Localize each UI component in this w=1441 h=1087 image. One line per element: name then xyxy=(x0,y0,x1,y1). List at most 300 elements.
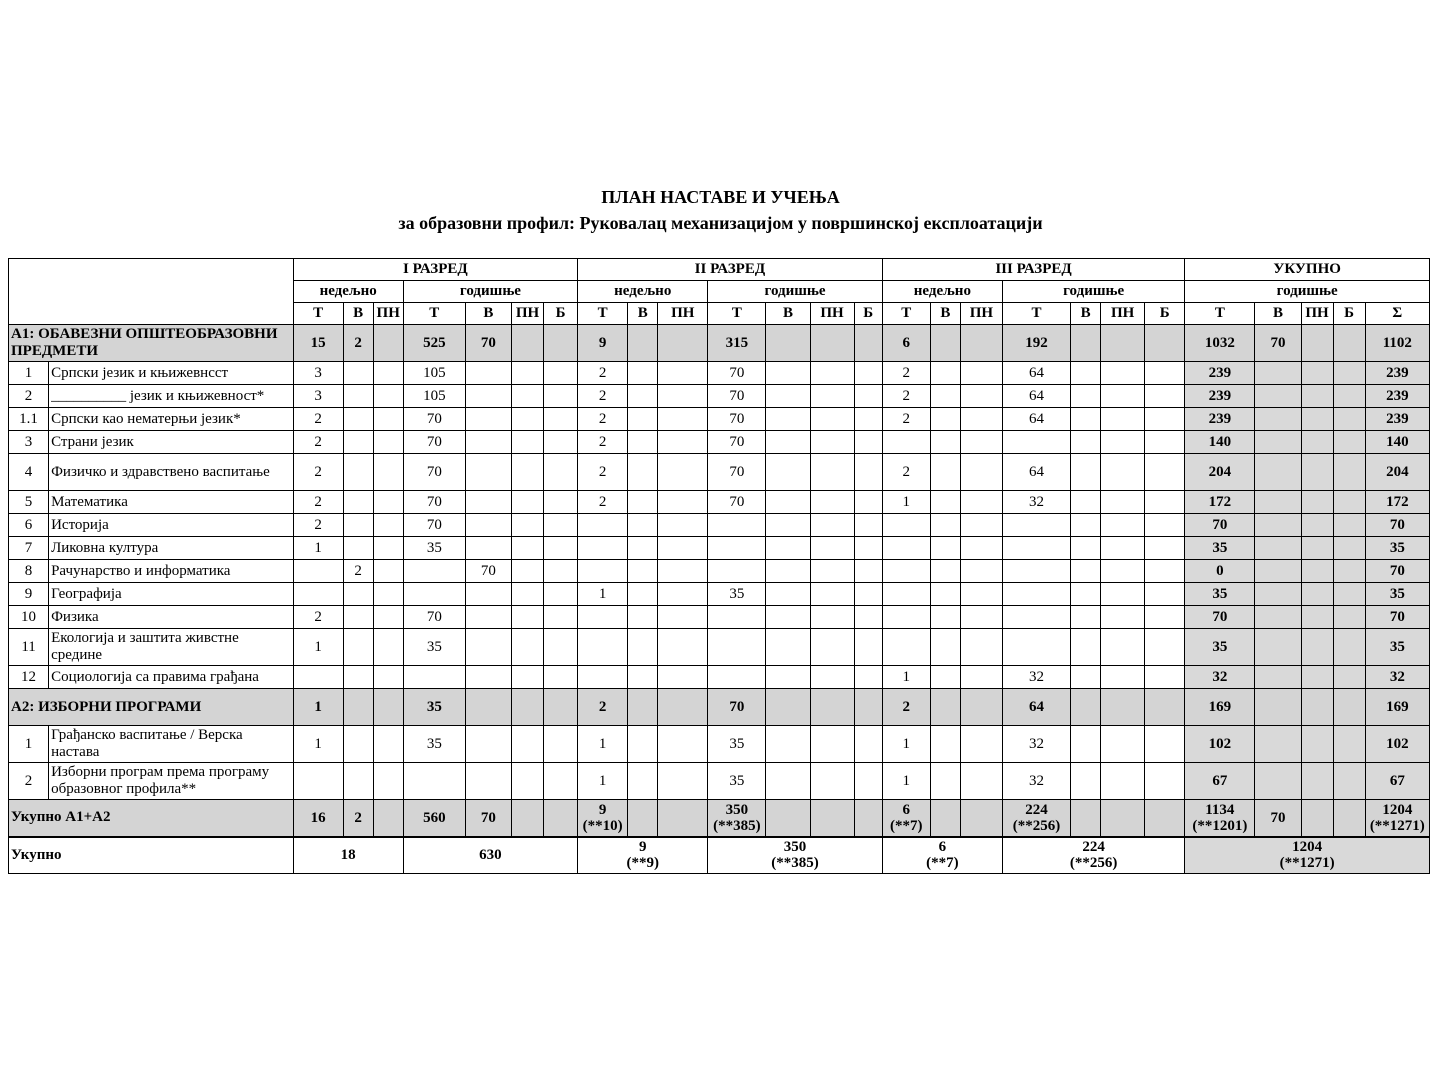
subject-name: Историја xyxy=(49,514,293,537)
cell xyxy=(1071,325,1101,362)
subject-name: Географија xyxy=(49,583,293,606)
cell xyxy=(1255,362,1301,385)
cell xyxy=(343,537,373,560)
cell xyxy=(854,454,882,491)
cell xyxy=(1301,560,1333,583)
cell: 70 xyxy=(1185,606,1255,629)
cell xyxy=(1071,560,1101,583)
cell xyxy=(930,560,960,583)
cell: 70 xyxy=(403,491,465,514)
cell xyxy=(1145,454,1185,491)
cell: 67 xyxy=(1365,763,1429,800)
cell xyxy=(343,514,373,537)
cell xyxy=(403,560,465,583)
table-row xyxy=(9,454,1430,491)
cell xyxy=(1071,385,1101,408)
header-grade-2: II РАЗРЕД xyxy=(578,259,883,281)
cell: 2 xyxy=(578,431,628,454)
cell xyxy=(1101,431,1145,454)
cell xyxy=(1002,431,1070,454)
cell xyxy=(658,689,708,726)
cell xyxy=(810,491,854,514)
cell xyxy=(544,606,578,629)
col-header-b: Б xyxy=(854,303,882,325)
cell xyxy=(854,325,882,362)
cell: 2 xyxy=(293,431,343,454)
cell xyxy=(373,800,403,837)
cell xyxy=(1301,491,1333,514)
subject-name: Физичко и здравствено васпитање xyxy=(49,454,293,491)
table-row xyxy=(9,537,1430,560)
header-weekly: недељно xyxy=(293,281,403,303)
cell xyxy=(854,726,882,763)
cell: 239 xyxy=(1365,385,1429,408)
cell xyxy=(658,408,708,431)
cell: 1 xyxy=(578,726,628,763)
cell: 64 xyxy=(1002,454,1070,491)
cell xyxy=(930,763,960,800)
cell xyxy=(810,325,854,362)
cell xyxy=(628,666,658,689)
row-number: 7 xyxy=(9,537,49,560)
cell xyxy=(1145,431,1185,454)
header-grade-1: I РАЗРЕД xyxy=(293,259,578,281)
cell: 2 xyxy=(882,408,930,431)
cell xyxy=(578,666,628,689)
table-row xyxy=(9,629,1430,666)
cell xyxy=(766,431,810,454)
cell: 70 xyxy=(465,560,511,583)
cell: 105 xyxy=(403,362,465,385)
cell xyxy=(1101,763,1145,800)
cell xyxy=(854,800,882,837)
cell xyxy=(658,514,708,537)
cell xyxy=(544,560,578,583)
cell xyxy=(544,629,578,666)
row-number: 3 xyxy=(9,431,49,454)
cell: 350 (**385) xyxy=(708,800,766,837)
cell xyxy=(1255,385,1301,408)
cell: 32 xyxy=(1002,763,1070,800)
cell xyxy=(1255,583,1301,606)
cell xyxy=(854,491,882,514)
cell xyxy=(511,431,543,454)
cell xyxy=(343,454,373,491)
cell xyxy=(544,537,578,560)
header-yearly: годишње xyxy=(708,281,882,303)
cell xyxy=(1333,763,1365,800)
cell: 2 xyxy=(343,800,373,837)
cell xyxy=(708,606,766,629)
cell xyxy=(1333,583,1365,606)
cell: 64 xyxy=(1002,408,1070,431)
cell xyxy=(960,325,1002,362)
header-grade-3: III РАЗРЕД xyxy=(882,259,1185,281)
cell xyxy=(1101,800,1145,837)
cell xyxy=(1071,362,1101,385)
cell xyxy=(1255,514,1301,537)
cell xyxy=(930,431,960,454)
cell xyxy=(810,666,854,689)
cell xyxy=(1101,454,1145,491)
cell xyxy=(544,666,578,689)
cell xyxy=(373,362,403,385)
cell xyxy=(1145,666,1185,689)
cell: 64 xyxy=(1002,362,1070,385)
cell xyxy=(465,689,511,726)
cell xyxy=(511,491,543,514)
cell xyxy=(810,454,854,491)
cell: 2 xyxy=(293,454,343,491)
cell: 67 xyxy=(1185,763,1255,800)
subject-name: Српски језик и књижевнсст xyxy=(49,362,293,385)
cell xyxy=(343,629,373,666)
cell xyxy=(930,629,960,666)
row-number: 1.1 xyxy=(9,408,49,431)
cell xyxy=(882,431,930,454)
cell: 204 xyxy=(1365,454,1429,491)
cell xyxy=(810,800,854,837)
cell xyxy=(766,537,810,560)
cell xyxy=(465,454,511,491)
cell xyxy=(960,537,1002,560)
cell xyxy=(1333,666,1365,689)
cell: 1 xyxy=(578,583,628,606)
cell xyxy=(373,583,403,606)
table-row xyxy=(9,763,1430,800)
cell xyxy=(373,537,403,560)
cell xyxy=(465,763,511,800)
cell: 192 xyxy=(1002,325,1070,362)
cell xyxy=(1101,583,1145,606)
cell: 2 xyxy=(578,385,628,408)
cell: 70 xyxy=(708,491,766,514)
cell xyxy=(810,606,854,629)
table-row xyxy=(9,362,1430,385)
cell: 32 xyxy=(1365,666,1429,689)
cell xyxy=(1145,537,1185,560)
cell xyxy=(578,537,628,560)
cell xyxy=(628,385,658,408)
cell xyxy=(465,385,511,408)
cell xyxy=(854,514,882,537)
group-a1-row-label: А1: ОБАВЕЗНИ ОПШТЕОБРАЗОВНИ ПРЕДМЕТИ xyxy=(9,325,294,362)
cell: 70 xyxy=(708,408,766,431)
cell xyxy=(930,325,960,362)
cell xyxy=(544,726,578,763)
cell xyxy=(1301,537,1333,560)
cell xyxy=(511,385,543,408)
cell xyxy=(1333,726,1365,763)
cell xyxy=(628,491,658,514)
cell: 1 xyxy=(293,537,343,560)
cell: 70 xyxy=(1365,606,1429,629)
cell: 32 xyxy=(1002,666,1070,689)
cell xyxy=(578,606,628,629)
row-number: 6 xyxy=(9,514,49,537)
cell xyxy=(1301,629,1333,666)
cell: 172 xyxy=(1365,491,1429,514)
total-a1-a2-label: Укупно А1+А2 xyxy=(9,800,294,837)
cell xyxy=(1071,606,1101,629)
cell xyxy=(293,560,343,583)
cell: 169 xyxy=(1185,689,1255,726)
cell xyxy=(766,800,810,837)
group-a2-row-label: А2: ИЗБОРНИ ПРОГРАМИ xyxy=(9,689,294,726)
cell xyxy=(544,385,578,408)
cell xyxy=(544,583,578,606)
cell xyxy=(882,514,930,537)
cell xyxy=(1101,514,1145,537)
cell: 315 xyxy=(708,325,766,362)
cell xyxy=(1002,583,1070,606)
cell xyxy=(465,408,511,431)
cell xyxy=(854,689,882,726)
cell xyxy=(511,537,543,560)
cell xyxy=(1301,689,1333,726)
cell: 105 xyxy=(403,385,465,408)
cell xyxy=(1301,606,1333,629)
cell xyxy=(343,763,373,800)
cell xyxy=(511,726,543,763)
cell xyxy=(1145,362,1185,385)
cell xyxy=(930,689,960,726)
cell xyxy=(1071,491,1101,514)
cell xyxy=(628,514,658,537)
cell xyxy=(511,606,543,629)
cell xyxy=(511,362,543,385)
cell: 3 xyxy=(293,362,343,385)
cell xyxy=(1333,537,1365,560)
cell xyxy=(960,491,1002,514)
cell: 70 xyxy=(708,385,766,408)
cell: 32 xyxy=(1002,491,1070,514)
row-number: 5 xyxy=(9,491,49,514)
col-header-t: Т xyxy=(1002,303,1070,325)
table-row xyxy=(9,491,1430,514)
cell xyxy=(578,560,628,583)
total-grade3-yearly: 224 (**256) xyxy=(1002,837,1184,874)
cell xyxy=(1333,491,1365,514)
cell xyxy=(1101,362,1145,385)
cell xyxy=(373,325,403,362)
cell xyxy=(1002,606,1070,629)
cell: 70 xyxy=(403,514,465,537)
cell xyxy=(1071,514,1101,537)
cell: 2 xyxy=(293,408,343,431)
cell: 32 xyxy=(1002,726,1070,763)
col-header-b: Б xyxy=(1333,303,1365,325)
cell xyxy=(293,666,343,689)
header-blank xyxy=(9,259,294,325)
cell: 1 xyxy=(578,763,628,800)
cell xyxy=(1333,431,1365,454)
cell xyxy=(960,385,1002,408)
cell: 102 xyxy=(1365,726,1429,763)
cell xyxy=(1255,629,1301,666)
cell xyxy=(960,763,1002,800)
cell xyxy=(465,362,511,385)
cell xyxy=(658,560,708,583)
cell: 2 xyxy=(882,689,930,726)
subject-name: Ликовна култура xyxy=(49,537,293,560)
row-number: 9 xyxy=(9,583,49,606)
cell: 35 xyxy=(403,629,465,666)
col-header-v: В xyxy=(465,303,511,325)
cell: 70 xyxy=(708,431,766,454)
cell xyxy=(930,666,960,689)
cell xyxy=(1101,385,1145,408)
cell: 15 xyxy=(293,325,343,362)
col-header-t: Т xyxy=(293,303,343,325)
cell: 204 xyxy=(1185,454,1255,491)
cell: 239 xyxy=(1365,408,1429,431)
cell xyxy=(766,763,810,800)
cell xyxy=(1301,726,1333,763)
cell xyxy=(960,560,1002,583)
cell xyxy=(1301,408,1333,431)
cell: 1 xyxy=(293,629,343,666)
cell: 2 xyxy=(882,385,930,408)
total-grade1-weekly: 18 xyxy=(293,837,403,874)
cell xyxy=(658,454,708,491)
cell xyxy=(1071,689,1101,726)
cell xyxy=(1071,726,1101,763)
cell xyxy=(854,606,882,629)
cell xyxy=(343,491,373,514)
cell xyxy=(511,454,543,491)
cell: 35 xyxy=(1185,629,1255,666)
cell xyxy=(960,454,1002,491)
cell xyxy=(1301,362,1333,385)
group-a1-row xyxy=(9,325,1430,362)
cell xyxy=(1101,408,1145,431)
col-header-v: В xyxy=(766,303,810,325)
cell xyxy=(882,629,930,666)
cell xyxy=(373,763,403,800)
table-row xyxy=(9,666,1430,689)
subject-name: Страни језик xyxy=(49,431,293,454)
cell xyxy=(766,629,810,666)
cell xyxy=(766,560,810,583)
cell xyxy=(1255,666,1301,689)
subject-name: Изборни програм према програму образовног профила** xyxy=(49,763,293,800)
cell xyxy=(854,431,882,454)
cell xyxy=(882,560,930,583)
cell xyxy=(1301,385,1333,408)
page-title: ПЛАН НАСТАВЕ И УЧЕЊА xyxy=(601,187,840,207)
cell xyxy=(658,800,708,837)
cell xyxy=(658,362,708,385)
cell xyxy=(1145,800,1185,837)
cell xyxy=(854,629,882,666)
cell xyxy=(1333,408,1365,431)
total-all: 1204 (**1271) xyxy=(1185,837,1430,874)
cell xyxy=(511,514,543,537)
cell xyxy=(960,431,1002,454)
cell: 70 xyxy=(1365,514,1429,537)
subject-name: Рачунарство и информатика xyxy=(49,560,293,583)
col-header-pn: ПН xyxy=(373,303,403,325)
row-number: 10 xyxy=(9,606,49,629)
cell xyxy=(1333,362,1365,385)
cell xyxy=(960,408,1002,431)
cell: 2 xyxy=(882,362,930,385)
cell xyxy=(373,491,403,514)
col-header-t: Т xyxy=(403,303,465,325)
cell xyxy=(658,385,708,408)
cell xyxy=(544,689,578,726)
cell xyxy=(854,763,882,800)
col-header-v: В xyxy=(930,303,960,325)
cell xyxy=(511,763,543,800)
cell xyxy=(544,431,578,454)
cell xyxy=(766,325,810,362)
cell xyxy=(1301,431,1333,454)
cell xyxy=(544,362,578,385)
table-row xyxy=(9,583,1430,606)
cell: 239 xyxy=(1185,362,1255,385)
cell xyxy=(544,454,578,491)
cell xyxy=(960,689,1002,726)
col-header-v: В xyxy=(343,303,373,325)
cell: 1204 (**1271) xyxy=(1365,800,1429,837)
cell xyxy=(1145,491,1185,514)
cell xyxy=(960,583,1002,606)
cell xyxy=(1071,583,1101,606)
subject-name: Математика xyxy=(49,491,293,514)
total-grade1-yearly: 630 xyxy=(403,837,577,874)
cell xyxy=(766,491,810,514)
cell: 525 xyxy=(403,325,465,362)
cell xyxy=(1333,454,1365,491)
cell: 70 xyxy=(403,606,465,629)
cell: 35 xyxy=(1365,537,1429,560)
cell xyxy=(1101,606,1145,629)
subject-name: Екологија и заштита живстне средине xyxy=(49,629,293,666)
cell: 35 xyxy=(1365,629,1429,666)
header-weekly: недељно xyxy=(882,281,1002,303)
cell xyxy=(960,800,1002,837)
cell xyxy=(628,408,658,431)
header-yearly: годишње xyxy=(403,281,577,303)
cell xyxy=(854,560,882,583)
cell xyxy=(766,408,810,431)
group-a2-row xyxy=(9,689,1430,726)
col-header-pn: ПН xyxy=(1301,303,1333,325)
cell xyxy=(708,514,766,537)
cell: 35 xyxy=(1185,583,1255,606)
subject-name: Грађанско васпитање / Верска настава xyxy=(49,726,293,763)
cell xyxy=(373,666,403,689)
cell xyxy=(465,514,511,537)
cell: 1 xyxy=(882,763,930,800)
cell: 70 xyxy=(708,454,766,491)
col-header-v: В xyxy=(1071,303,1101,325)
cell xyxy=(854,537,882,560)
cell: 70 xyxy=(1185,514,1255,537)
cell: 169 xyxy=(1365,689,1429,726)
table-row xyxy=(9,385,1430,408)
cell xyxy=(854,408,882,431)
row-number: 11 xyxy=(9,629,49,666)
cell xyxy=(465,491,511,514)
cell xyxy=(1101,726,1145,763)
cell xyxy=(930,537,960,560)
cell xyxy=(1101,491,1145,514)
row-number: 12 xyxy=(9,666,49,689)
cell xyxy=(810,726,854,763)
